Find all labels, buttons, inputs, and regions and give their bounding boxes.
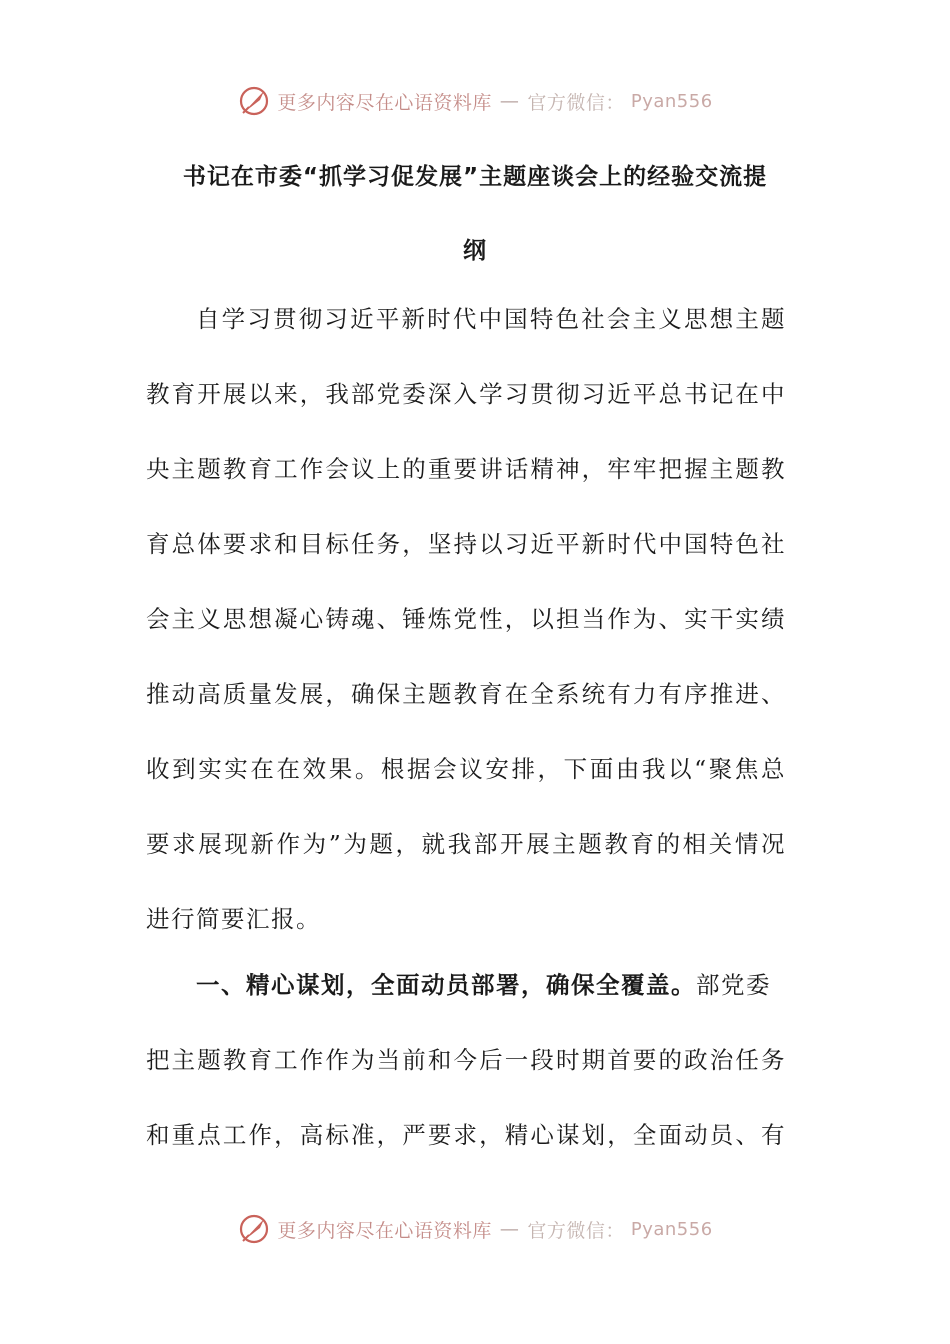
watermark-sub-text: 官方微信： <box>527 1219 625 1242</box>
paragraph-line: 会主义思想凝心铸魂、锤炼党性，以担当作为、实干实绩 <box>146 605 786 633</box>
watermark-wechat-id: Pyan556 <box>630 1218 713 1240</box>
paragraph-line: 育总体要求和目标任务，坚持以习近平新时代中国特色社 <box>146 530 786 558</box>
watermark-main-text: 更多内容尽在心语资料库 <box>277 1219 492 1242</box>
paragraph-line: 要求展现新作为”为题，就我部开展主题教育的相关情况 <box>146 830 786 858</box>
paragraph-line: 把主题教育工作作为当前和今后一段时期首要的政治任务 <box>146 1046 786 1074</box>
watermark-sub-text: 官方微信： <box>527 91 625 114</box>
watermark-wechat-id: Pyan556 <box>630 90 713 112</box>
document-title-line-2: 纲 <box>463 238 487 264</box>
watermark-footer <box>0 1212 950 1246</box>
paragraph-line: 和重点工作，高标准，严要求，精心谋划，全面动员、有 <box>146 1121 786 1149</box>
paragraph-line: 教育开展以来，我部党委深入学习贯彻习近平总书记在中 <box>146 380 786 408</box>
paragraph-line: 进行简要汇报。 <box>146 905 321 933</box>
watermark-dash: — <box>499 90 520 112</box>
paragraph-line: 推动高质量发展，确保主题教育在全系统有力有序推进、 <box>146 680 786 708</box>
section-1-first-line <box>196 966 786 1000</box>
paragraph-line: 央主题教育工作会议上的重要讲话精神，牢牢把握主题教 <box>146 455 786 483</box>
quill-logo-icon <box>237 1212 271 1246</box>
quill-logo-icon <box>237 84 271 118</box>
watermark-dash: — <box>499 1218 520 1240</box>
document-title-line-1: 书记在市委“抓学习促发展”主题座谈会上的经验交流提 <box>182 164 768 190</box>
watermark-main-text: 更多内容尽在心语资料库 <box>277 91 492 114</box>
section-1-heading-tail: 部党委 <box>696 971 771 999</box>
paragraph-line: 收到实实在在效果。根据会议安排，下面由我以“聚焦总 <box>146 755 786 783</box>
watermark-header <box>0 84 950 118</box>
section-1-heading: 一、精心谋划，全面动员部署，确保全覆盖。 <box>196 971 696 999</box>
paragraph-line: 自学习贯彻习近平新时代中国特色社会主义思想主题 <box>196 305 786 333</box>
